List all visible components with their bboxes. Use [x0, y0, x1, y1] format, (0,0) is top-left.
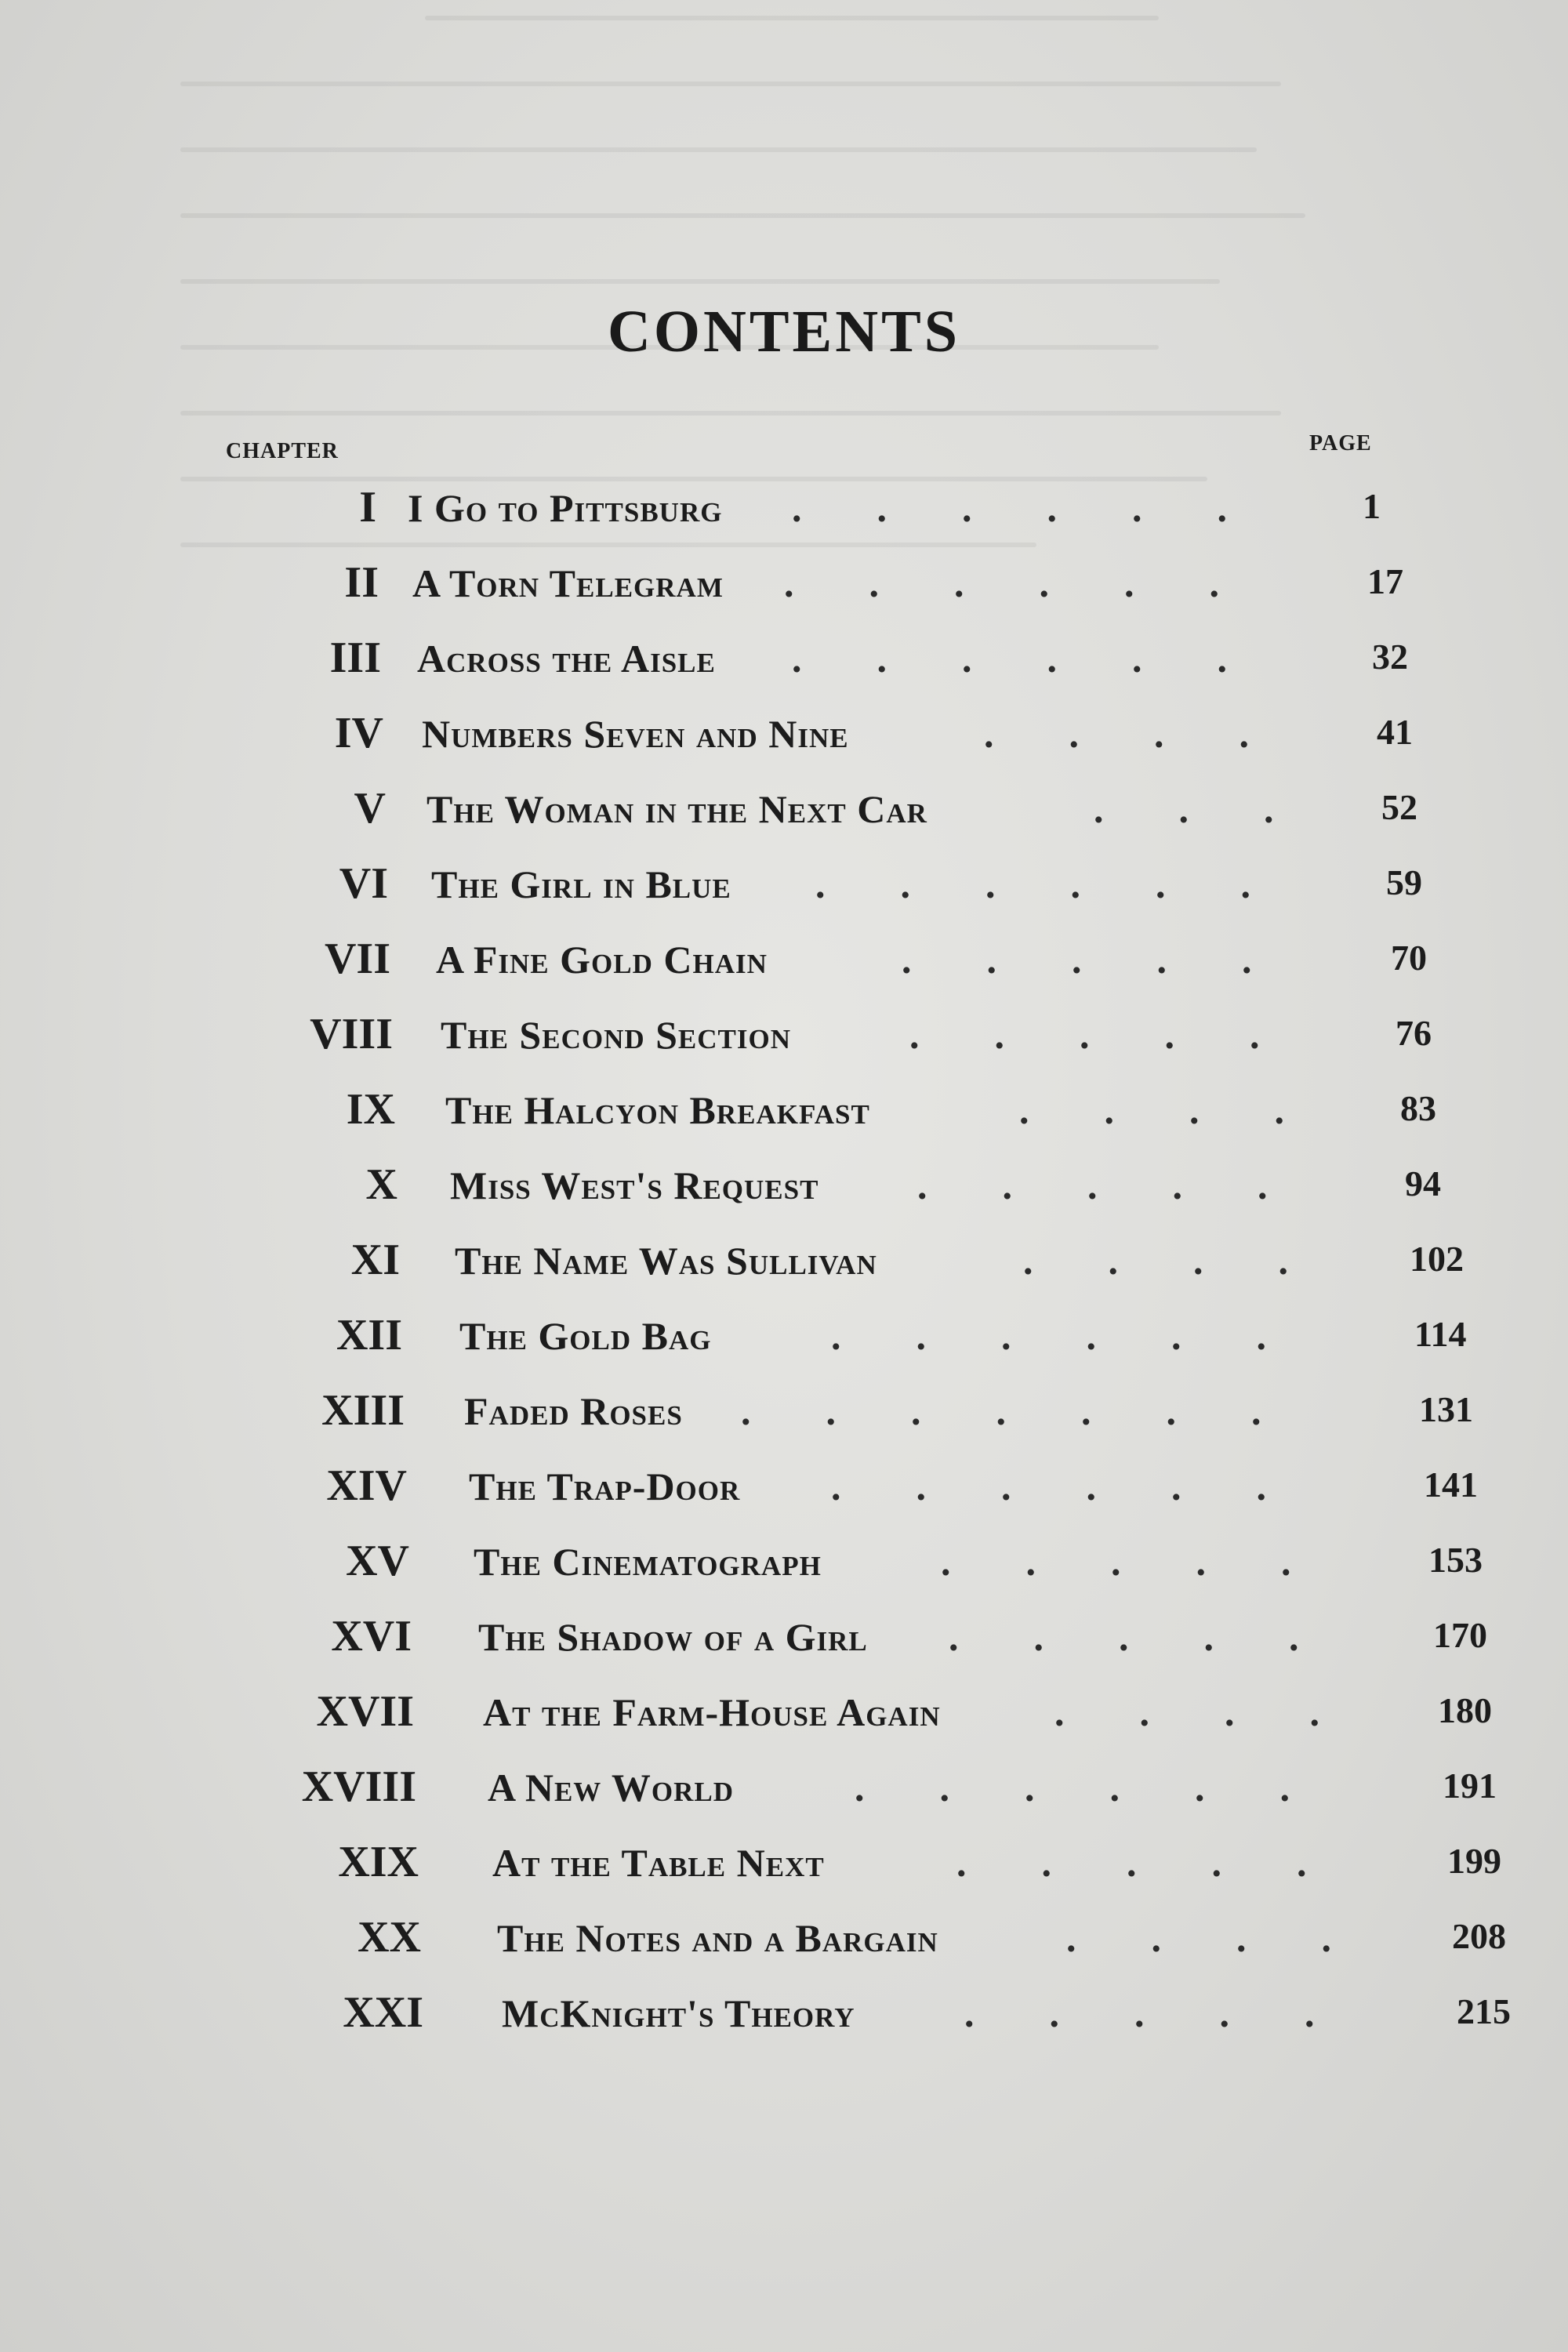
page-number: 32	[1372, 637, 1408, 677]
leader-dots: ......	[792, 486, 1302, 530]
chapter-number: XI	[350, 1236, 400, 1284]
chapter-number: IX	[346, 1085, 395, 1134]
toc-entry	[0, 783, 1568, 854]
chapter-title: The Girl in Blue	[431, 862, 731, 906]
page-number: 199	[1447, 1841, 1501, 1881]
page-number: 208	[1452, 1916, 1506, 1956]
chapter-title: A Torn Telegram	[412, 561, 724, 605]
leader-dots: .....	[941, 1540, 1367, 1584]
toc-entry	[0, 858, 1568, 929]
chapter-number: I	[359, 483, 376, 532]
page-number: 41	[1377, 712, 1413, 752]
chapter-number: XVIII	[301, 1762, 416, 1811]
chapter-number: VII	[324, 935, 390, 983]
chapter-number: XXI	[343, 1988, 423, 2037]
leader-dots: ......	[855, 1766, 1365, 1809]
leader-dots: ......	[815, 862, 1326, 906]
chapter-title: Miss West's Request	[450, 1163, 819, 1207]
toc-entry	[0, 1385, 1568, 1456]
chapter-number: XIII	[321, 1386, 405, 1435]
toc-entry	[0, 1987, 1568, 2058]
page-number: 94	[1405, 1163, 1441, 1203]
toc-entry	[0, 1762, 1568, 1832]
toc-entry	[0, 708, 1568, 779]
chapter-number: VIII	[310, 1010, 393, 1058]
chapter-number: V	[354, 784, 386, 833]
chapter-number: X	[365, 1160, 397, 1209]
page-number: 102	[1410, 1239, 1464, 1279]
leader-dots: ...	[1094, 787, 1349, 831]
chapter-number: XIV	[326, 1461, 407, 1510]
chapter-title: Numbers Seven and Nine	[422, 712, 849, 756]
toc-entry	[0, 1160, 1568, 1230]
leader-dots: .....	[964, 1991, 1390, 2035]
leader-dots: ......	[792, 637, 1302, 681]
leader-dots: .......	[741, 1389, 1337, 1433]
leader-dots: .....	[917, 1163, 1343, 1207]
leader-dots: ......	[831, 1465, 1341, 1508]
chapter-number: II	[344, 558, 379, 607]
leader-dots: ......	[784, 561, 1294, 605]
page-number: 215	[1457, 1991, 1511, 2031]
leader-dots: .....	[902, 938, 1327, 982]
toc-entry	[0, 633, 1568, 703]
chapter-title: The Gold Bag	[459, 1314, 712, 1358]
page-number: 191	[1443, 1766, 1497, 1806]
chapter-number: XVII	[316, 1687, 414, 1736]
chapter-number: XX	[358, 1913, 421, 1962]
page-number: 131	[1419, 1389, 1473, 1429]
leader-dots: .....	[956, 1841, 1382, 1885]
toc-entry	[0, 1310, 1568, 1381]
page-number: 76	[1396, 1013, 1432, 1053]
chapter-number: IV	[334, 709, 383, 757]
chapter-title: The Woman in the Next Car	[426, 787, 927, 831]
leader-dots: ....	[1019, 1088, 1359, 1132]
chapter-title: A Fine Gold Chain	[436, 938, 768, 982]
leader-dots: ......	[831, 1314, 1341, 1358]
page-number: 180	[1438, 1690, 1492, 1730]
chapter-title: A New World	[488, 1766, 735, 1809]
chapter-number: VI	[339, 859, 388, 908]
chapter-title: The Second Section	[441, 1013, 792, 1057]
toc-entry	[0, 1536, 1568, 1606]
page-number: 1	[1363, 486, 1381, 526]
chapter-number: XII	[336, 1311, 402, 1359]
chapter-title: The Notes and a Bargain	[497, 1916, 938, 1960]
toc-entry	[0, 934, 1568, 1004]
page-number: 170	[1433, 1615, 1487, 1655]
leader-dots: .....	[909, 1013, 1335, 1057]
toc-entry	[0, 1009, 1568, 1080]
page-number: 83	[1400, 1088, 1436, 1128]
chapter-title: At the Farm-House Again	[483, 1690, 941, 1734]
page-column-header: PAGE	[1309, 431, 1372, 456]
leader-dots: ....	[1054, 1690, 1395, 1734]
page-number: 59	[1386, 862, 1422, 902]
page-number: 114	[1414, 1314, 1467, 1354]
chapter-title: The Halcyon Breakfast	[445, 1088, 870, 1132]
chapter-column-header: CHAPTER	[226, 439, 339, 463]
toc-entry	[0, 1461, 1568, 1531]
page-number: 52	[1381, 787, 1417, 827]
leader-dots: ....	[1023, 1239, 1363, 1283]
toc-entry	[0, 1686, 1568, 1757]
chapter-title: The Cinematograph	[474, 1540, 822, 1584]
chapter-title: Faded Roses	[464, 1389, 683, 1433]
chapter-title: The Name Was Sullivan	[455, 1239, 877, 1283]
chapter-title: Across the Aisle	[417, 637, 716, 681]
chapter-title: The Trap-Door	[469, 1465, 741, 1508]
page-title: CONTENTS	[607, 299, 961, 365]
chapter-title: McKnight's Theory	[502, 1991, 855, 2035]
toc-entry	[0, 482, 1568, 553]
page-number: 141	[1424, 1465, 1478, 1504]
chapter-title: I Go to Pittsburg	[408, 486, 723, 530]
chapter-number: III	[329, 633, 381, 682]
toc-entry	[0, 1611, 1568, 1682]
leader-dots: ....	[1066, 1916, 1406, 1960]
toc-entry	[0, 1837, 1568, 1907]
leader-dots: ....	[984, 712, 1324, 756]
page-number: 70	[1391, 938, 1427, 978]
chapter-title: The Shadow of a Girl	[478, 1615, 868, 1659]
toc-entry	[0, 557, 1568, 628]
toc-entry	[0, 1912, 1568, 1983]
toc-entry	[0, 1084, 1568, 1155]
page-number: 153	[1428, 1540, 1483, 1580]
chapter-number: XV	[346, 1537, 409, 1585]
toc-entry	[0, 1235, 1568, 1305]
page-number: 17	[1367, 561, 1403, 601]
leader-dots: .....	[949, 1615, 1374, 1659]
chapter-number: XVI	[331, 1612, 412, 1661]
chapter-number: XIX	[338, 1838, 419, 1886]
chapter-title: At the Table Next	[492, 1841, 825, 1885]
